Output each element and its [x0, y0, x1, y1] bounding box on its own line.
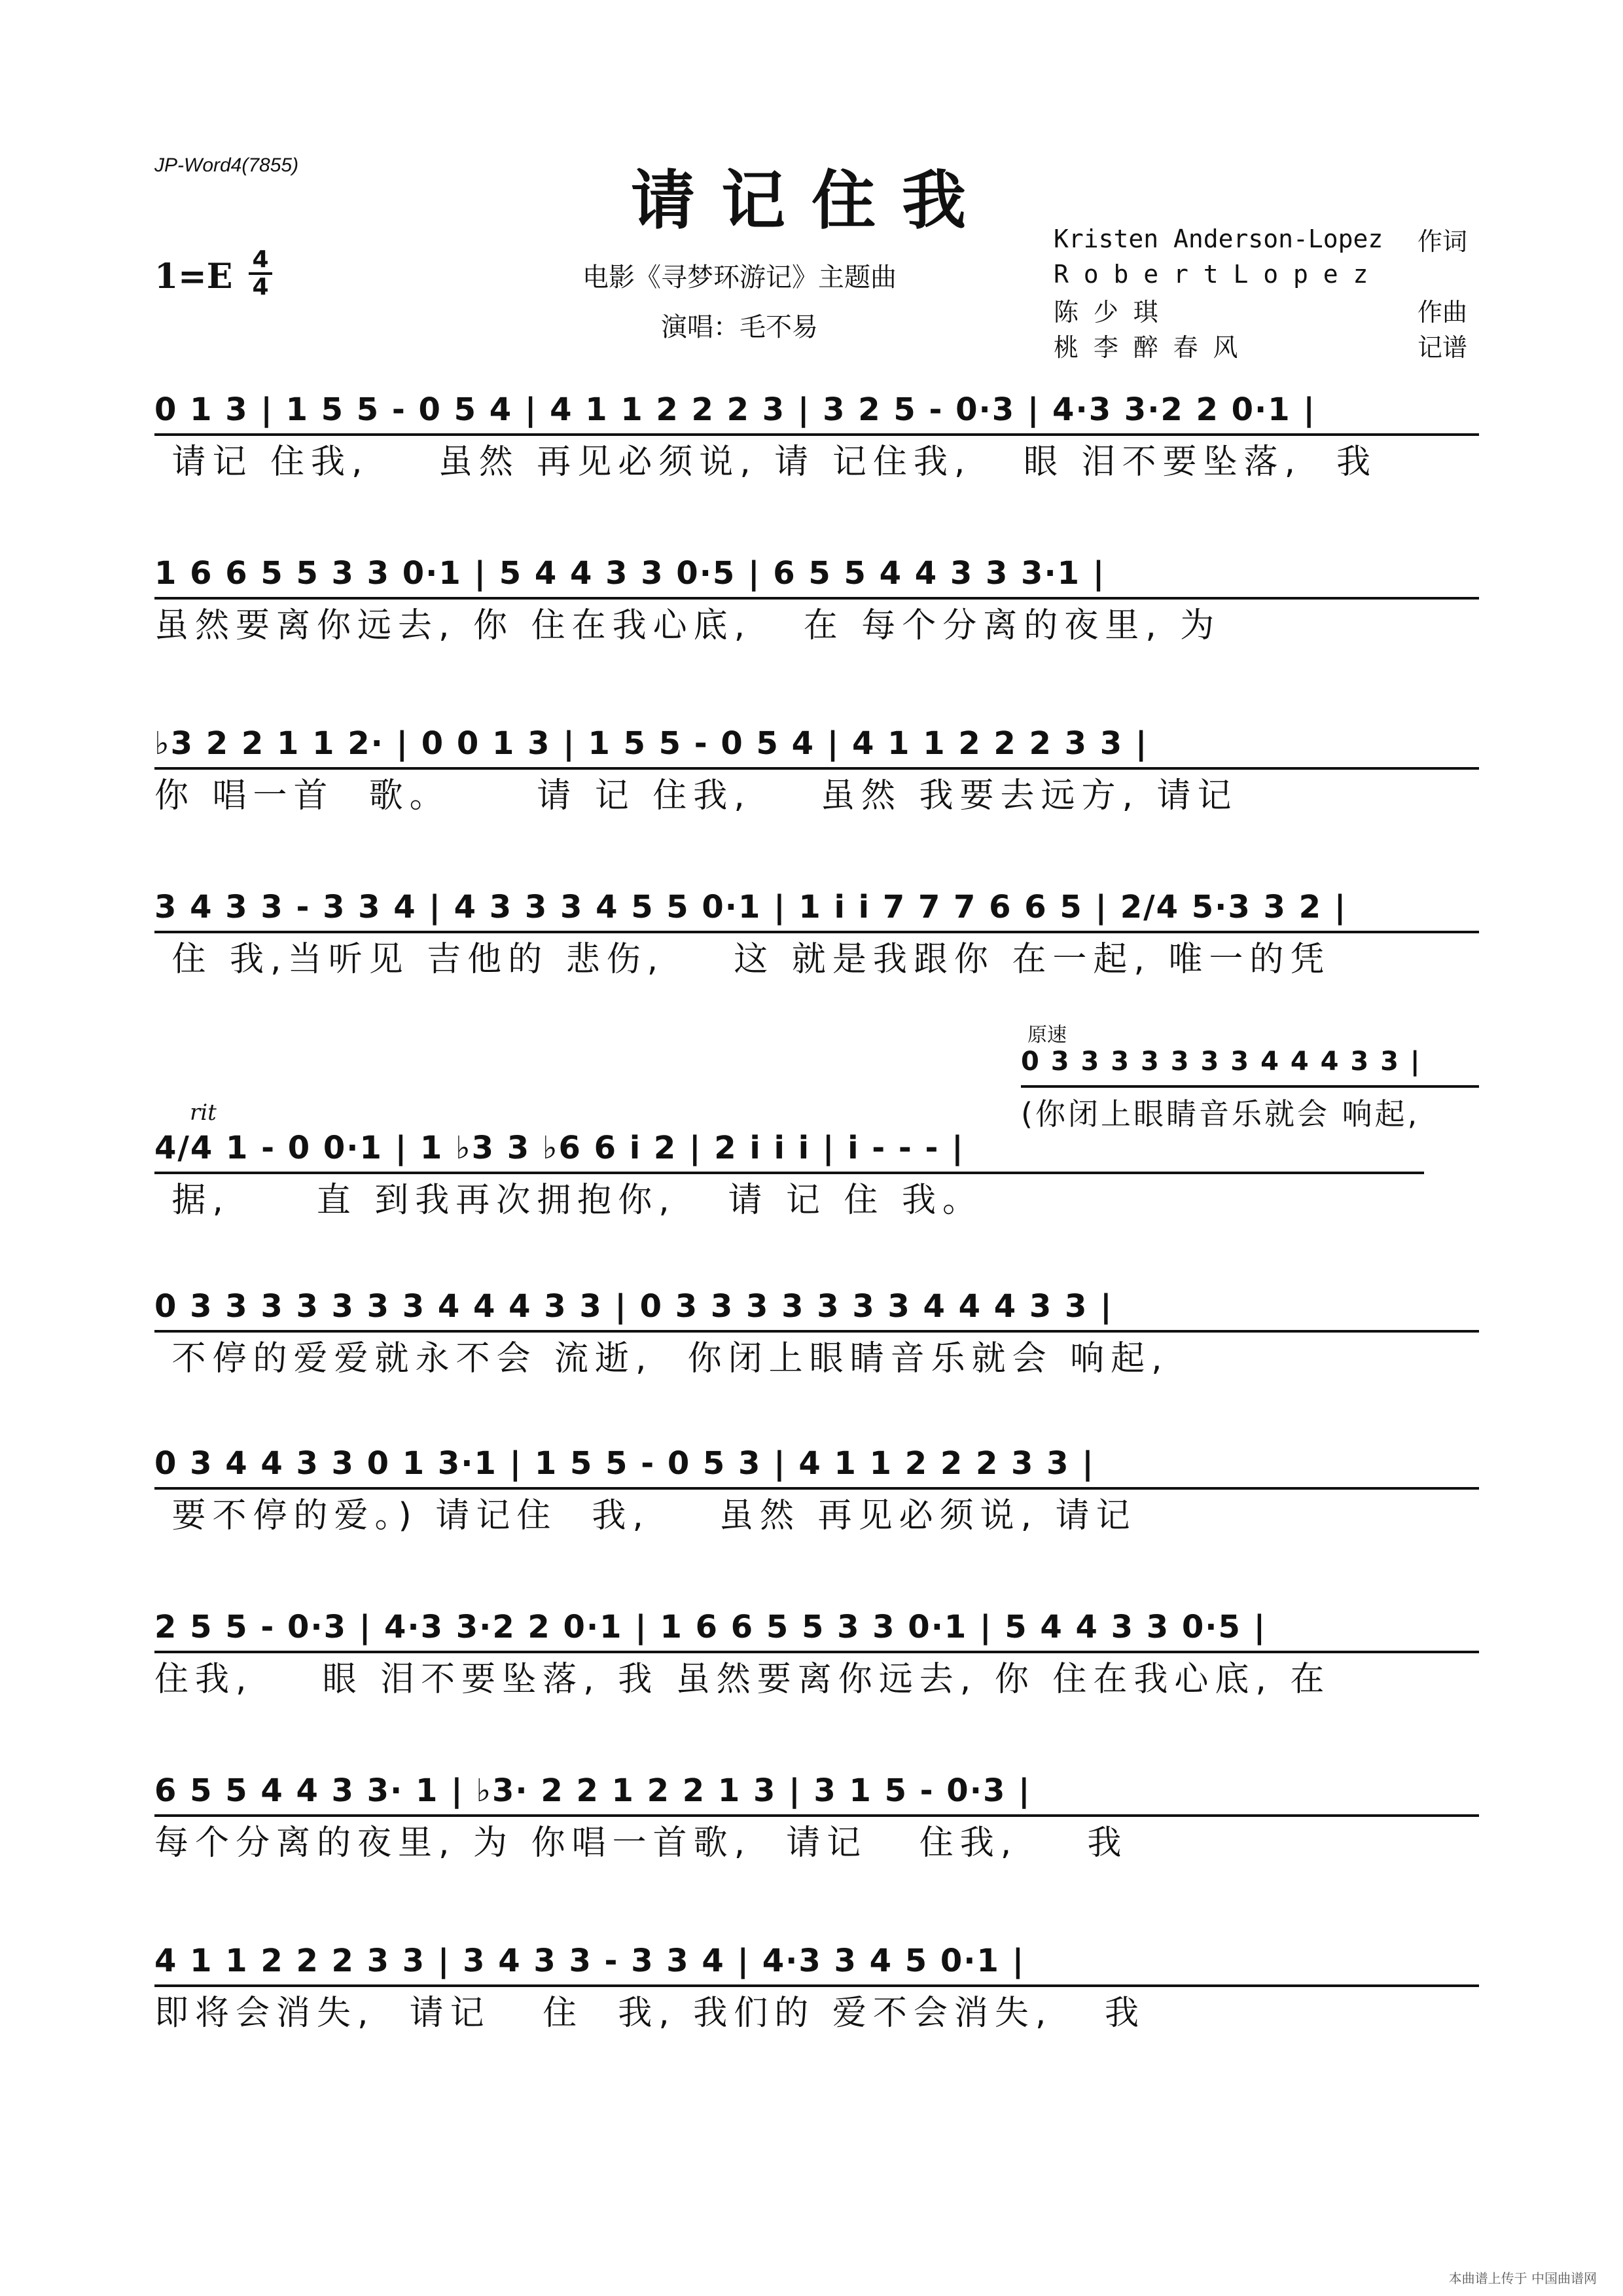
music-system [154, 720, 1479, 822]
music-system [154, 550, 1479, 652]
music-system [154, 1937, 1479, 2039]
music-system [154, 1440, 1479, 1542]
rit-marking: rit [190, 1100, 217, 1126]
music-system [154, 1283, 1479, 1385]
time-signature-top: 4 [252, 246, 269, 273]
lyrics-line: 住 我,当听见 吉他的 悲伤, 这 就是我跟你 在一起, 唯一的凭 [154, 940, 1331, 979]
notation-line: ♭3 2 2 1 1 2· | 0 0 1 3 | 1 5 5 - 0 5 4 | 4 1 1 2 2 2 3 3 | [154, 720, 1479, 770]
music-system [154, 884, 1479, 986]
overlay-notation: 0 3 3 3 3 3 3 3 4 4 4 3 3 | [1021, 1038, 1479, 1088]
credit-name: Kristen Anderson-Lopez [1054, 224, 1383, 253]
notation-line: 1 6 6 5 5 3 3 0·1 | 5 4 4 3 3 0·5 | 6 5 5 4 4 3 3 3·1 | [154, 550, 1479, 600]
music-system [154, 1604, 1479, 1706]
notation-line: 0 1 3 | 1 5 5 - 0 5 4 | 4 1 1 2 2 2 3 | 3 2 5 - 0·3 | 4·3 3·2 2 0·1 | [154, 386, 1479, 436]
notation-line: 3 4 3 3 - 3 3 4 | 4 3 3 3 4 5 5 0·1 | 1 i i 7 7 7 6 6 5 | 2/4 5·3 3 2 | [154, 884, 1479, 933]
credit-role: 作曲 [1418, 297, 1468, 327]
lyrics-line: 虽然要离你远去, 你 住在我心底, 在 每个分离的夜里, 为 [154, 606, 1221, 645]
time-signature [246, 247, 275, 300]
music-system [154, 1124, 1424, 1227]
lyrics-line: 住我, 眼 泪不要坠落, 我 虽然要离你远去, 你 住在我心底, 在 [154, 1660, 1331, 1699]
credit-name: 陈 少 琪 [1054, 297, 1158, 327]
notation-line: 0 3 4 4 3 3 0 1 3·1 | 1 5 5 - 0 5 3 | 4 1 1 2 2 2 3 3 | [154, 1440, 1479, 1490]
singer: 演唱：毛不易 [661, 312, 818, 342]
watermark: 本曲谱上传于 中国曲谱网 [1448, 2270, 1597, 2286]
key-signature: 1=E [154, 257, 233, 296]
lyrics-line: 即将会消失, 请记 住 我, 我们的 爱不会消失, 我 [154, 1994, 1145, 2033]
credit-name: 桃 李 醉 春 风 [1054, 332, 1238, 362]
notation-line: 0 3 3 3 3 3 3 3 4 4 4 3 3 | 0 3 3 3 3 3 3 3 4 4 4 3 3 | [154, 1283, 1479, 1333]
lyrics-line: 不停的爱爱就永不会 流逝, 你闭上眼睛音乐就会 响起, [154, 1339, 1169, 1378]
credit-name: R o b e r t L o p e z [1054, 260, 1368, 289]
lyrics-line: 要不停的爱。) 请记住 我, 虽然 再见必须说, 请记 [154, 1496, 1137, 1535]
lyrics-line: 请记 住我, 虽然 再见必须说, 请 记住我, 眼 泪不要坠落, 我 [154, 442, 1378, 482]
credit-row [1054, 257, 1467, 292]
music-system [154, 1767, 1479, 1869]
notation-line: 2 5 5 - 0·3 | 4·3 3·2 2 0·1 | 1 6 6 5 5 3 3 0·1 | 5 4 4 3 3 0·5 | [154, 1604, 1479, 1653]
credit-row [1054, 292, 1467, 327]
credit-role: 作词 [1418, 226, 1468, 256]
lyrics-line: 每个分离的夜里, 为 你唱一首歌, 请记 住我, 我 [154, 1823, 1128, 1863]
notation-line: 4 1 1 2 2 2 3 3 | 3 4 3 3 - 3 3 4 | 4·3 3 4 5 0·1 | [154, 1937, 1479, 1987]
overlay-lyrics: (你闭上眼睛音乐就会 响起, [1021, 1096, 1420, 1132]
page-title: 请记住我 [630, 163, 992, 238]
credit-role: 记谱 [1418, 332, 1468, 362]
music-system [154, 386, 1479, 488]
lyrics-line: 你 唱一首 歌。 请 记 住我, 虽然 我要去远方, 请记 [154, 776, 1238, 816]
software-label: JP-Word4(7855) [154, 154, 299, 176]
credits [1054, 221, 1467, 363]
credit-row [1054, 327, 1467, 363]
notation-line: 6 5 5 4 4 3 3· 1 | ♭3· 2 2 1 2 2 1 3 | 3 1 5 - 0·3 | [154, 1767, 1479, 1817]
lyrics-line: 据, 直 到我再次拥抱你, 请 记 住 我。 [154, 1181, 983, 1220]
tempo-marking-label: 原速 [1027, 1024, 1067, 1047]
subtitle: 电影《寻梦环游记》主题曲 [582, 262, 897, 293]
notation-line: 4/4 1 - 0 0·1 | 1 ♭3 3 ♭6 6 i 2 | 2 i i i | i - - - | [154, 1124, 1424, 1174]
time-signature-bottom: 4 [252, 274, 269, 300]
credit-row [1054, 221, 1467, 257]
